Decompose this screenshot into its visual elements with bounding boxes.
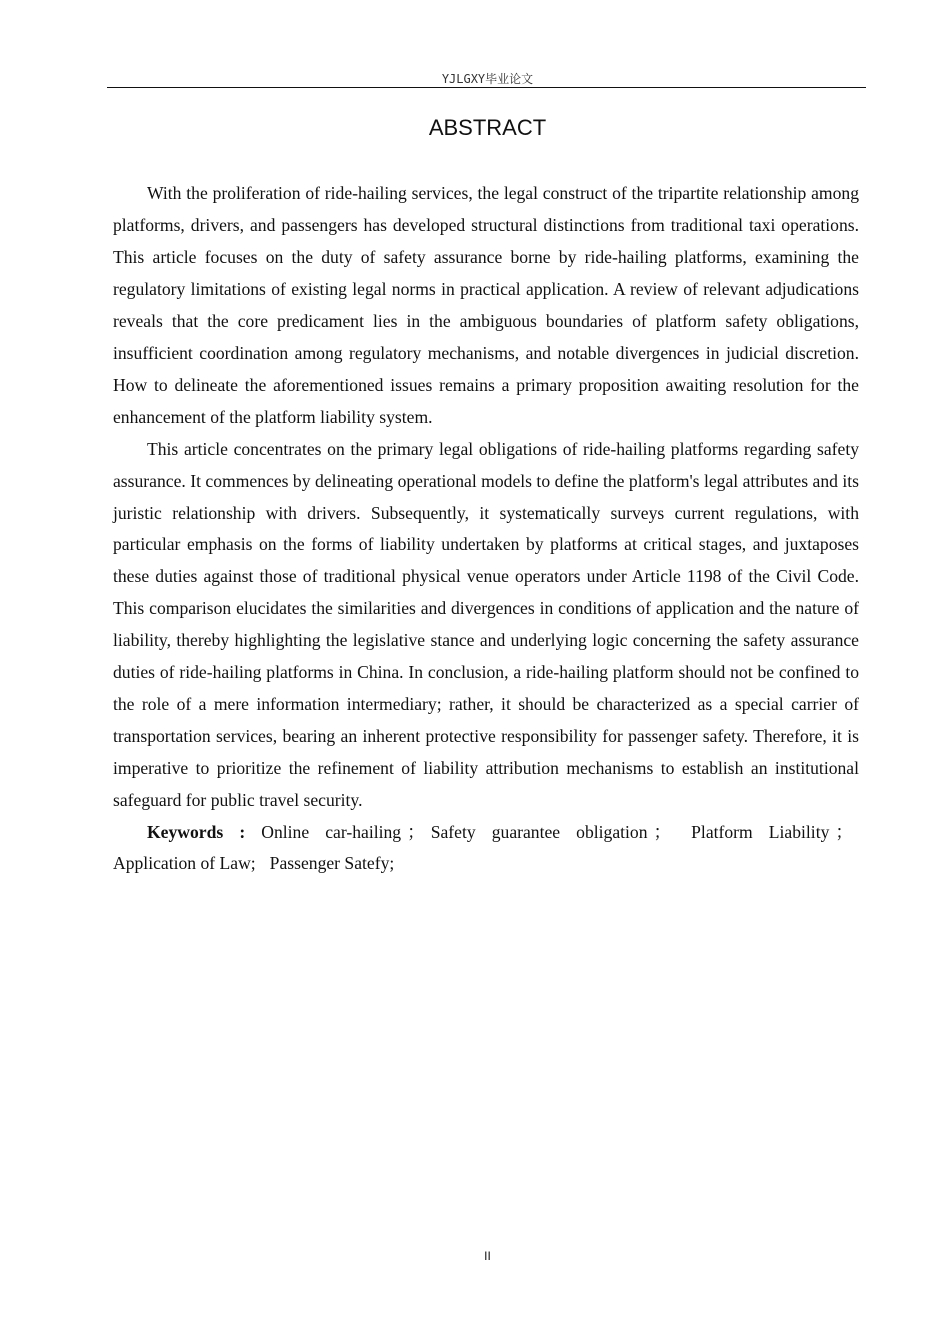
keyword-item: Safety guarantee obligation — [430, 822, 648, 843]
abstract-title: ABSTRACT — [428, 115, 547, 140]
keyword-item: Online car-hailing — [261, 822, 402, 843]
keywords-line — [113, 817, 859, 879]
header-rule — [107, 87, 866, 88]
keyword-separator: ； — [407, 822, 425, 843]
keyword-item: Application of Law; — [113, 853, 256, 874]
abstract-paragraph-2: This article concentrates on the primary legal obligations of ride-hailing platforms regarding safety assurance. It commences by delineating operational models to define the platform's legal attributes and its juristic relationship with drivers. Subsequently, it systematically surveys current regulations, with particular emphasis on the forms of liability undertaken by platforms at critical stages, and juxtaposes these duties against those of traditional physical venue operators under Article 1198 of the Civil Code. This comparison elucidates the similarities and divergences in conditions of application and the nature of liability, thereby highlighting the legislative stance and underlying logic concerning the safety assurance duties of ride-hailing platforms in China. In conclusion, a ride-hailing platform should not be confined to the role of a mere information intermediary; rather, it should be characterized as a special carrier of transportation services, bearing an inherent protective responsibility for passenger safety. Therefore, it is imperative to prioritize the refinement of liability attribution mechanisms to establish an institutional safeguard for public travel security. — [113, 438, 859, 811]
page-number: II — [484, 1249, 491, 1263]
running-header: YJLGXY毕业论文 — [441, 72, 534, 86]
keywords-label: Keywords : — [147, 822, 246, 843]
keyword-separator: ； — [653, 822, 672, 843]
keyword-item: Platform Liability — [691, 822, 830, 843]
keyword-separator: ； — [835, 822, 853, 843]
keyword-item: Passenger Satefy; — [269, 853, 395, 874]
abstract-body — [113, 178, 859, 879]
abstract-paragraph-1: With the proliferation of ride-hailing services, the legal construct of the tripartite relationship among platforms, drivers, and passengers has developed structural distinctions from traditional taxi operations. This article focuses on the duty of safety assurance borne by ride-hailing platforms, examining the regulatory limitations of existing legal norms in practical application. A review of relevant adjudications reveals that the core predicament lies in the ambiguous boundaries of platform safety obligations, insufficient coordination among regulatory mechanisms, and notable divergences in judicial discretion. How to delineate the aforementioned issues remains a primary proposition awaiting resolution for the enhancement of the platform liability system. — [113, 183, 859, 427]
